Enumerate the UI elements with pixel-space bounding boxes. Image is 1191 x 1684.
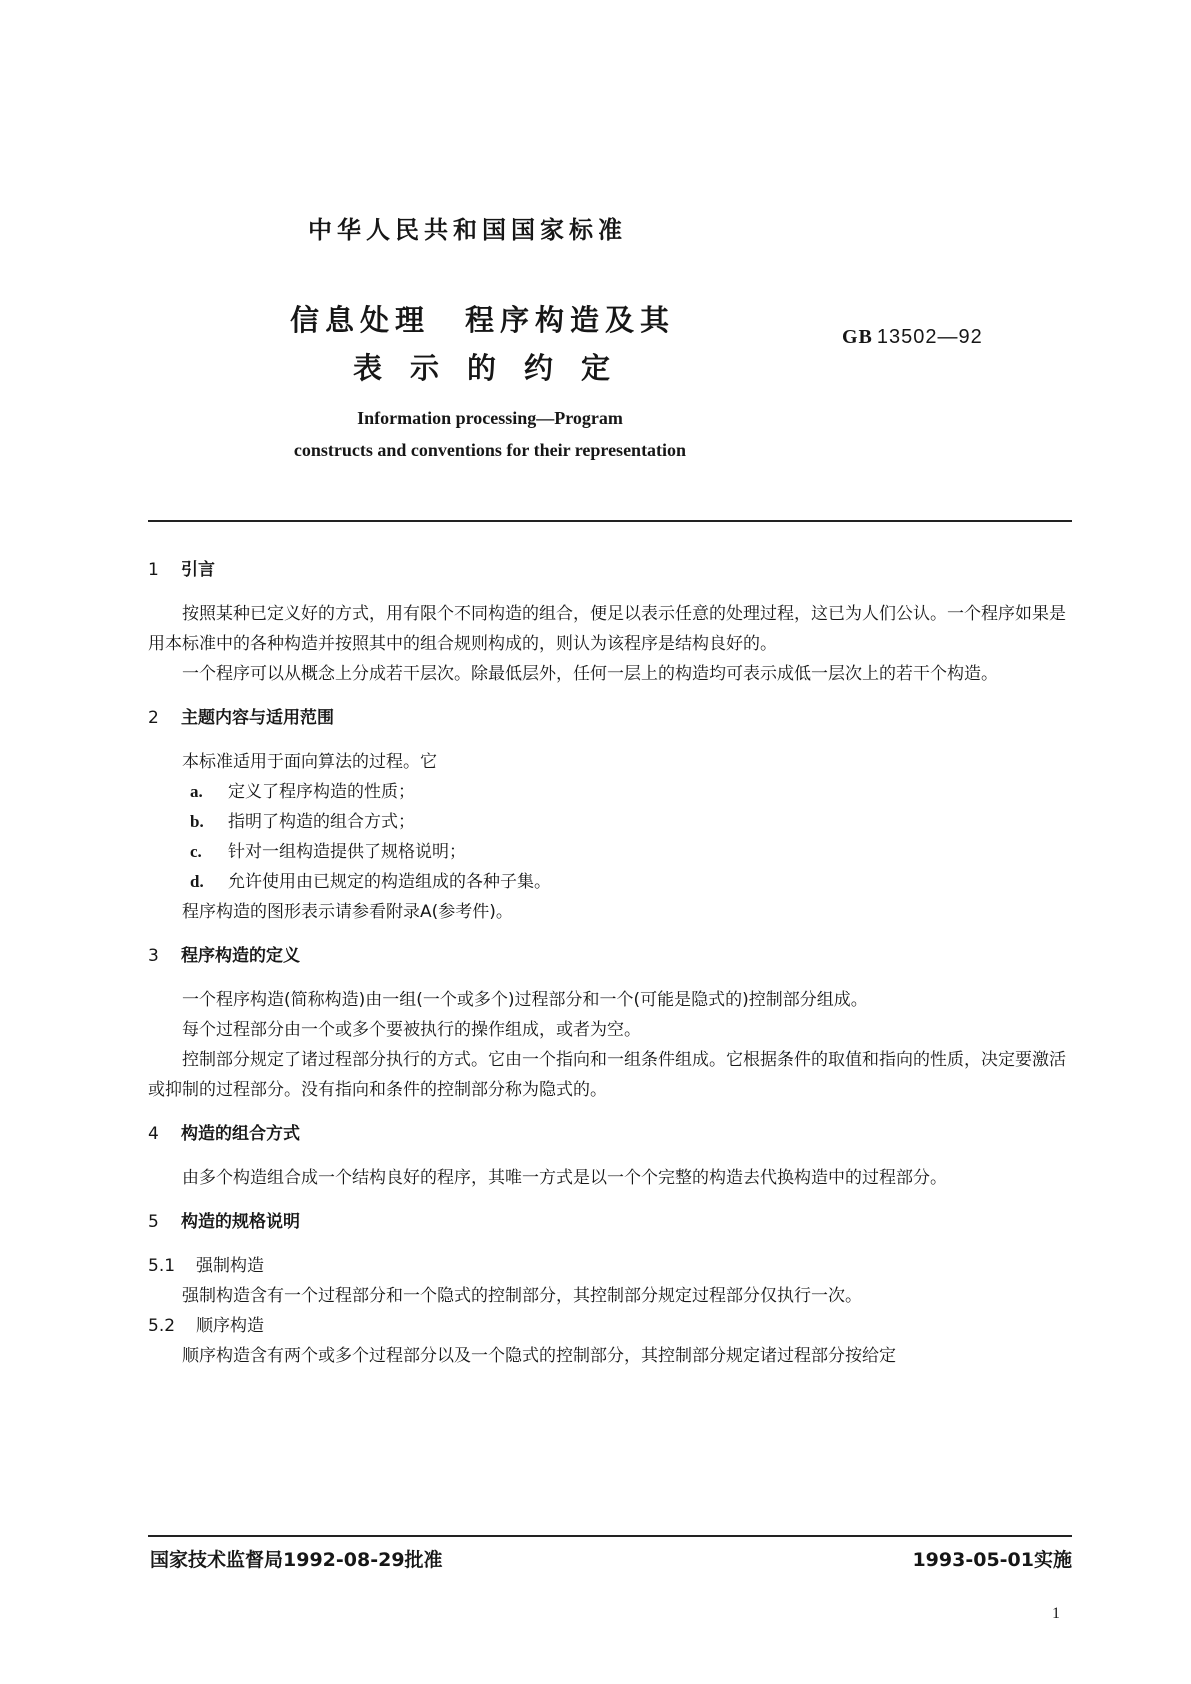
- section-number: 1: [148, 560, 159, 580]
- section-heading: [148, 1207, 1072, 1237]
- section-title: 程序构造的定义: [181, 946, 300, 966]
- subsection-title: 强制构造: [196, 1256, 264, 1276]
- list-item-label: d.: [190, 872, 204, 891]
- paragraph: 每个过程部分由一个或多个要被执行的操作组成，或者为空。: [182, 1020, 641, 1040]
- section-number: 4: [148, 1124, 159, 1144]
- footer-divider: [148, 1535, 1072, 1537]
- paragraph: 按照某种已定义好的方式，用有限个不同构造的组合，便足以表示任意的处理过程，这已为人们公认。一个程序如果是用本标准中的各种构造并按照其中的组合规则构成的，则认为该程序是结构良好的。: [148, 604, 1066, 654]
- subsection-heading: [148, 1311, 1072, 1341]
- paragraph: 一个程序构造(简称构造)由一组(一个或多个)过程部分和一个(可能是隐式的)控制部分组成。: [182, 990, 868, 1010]
- document-body: [148, 555, 1072, 1371]
- english-title-line2: constructs and conventions for their representation: [293, 440, 687, 460]
- subsection-number: 5.1: [148, 1256, 176, 1276]
- page-number: 1: [1052, 1605, 1060, 1622]
- paragraph: 由多个构造组合成一个结构良好的程序，其唯一方式是以一个个完整的构造去代换构造中的过程部分。: [182, 1168, 947, 1188]
- paragraph: 一个程序可以从概念上分成若干层次。除最低层外，任何一层上的构造均可表示成低一层次上的若干个构造。: [182, 664, 998, 684]
- paragraph: 程序构造的图形表示请参看附录A(参考件)。: [182, 902, 513, 922]
- approval-info: 国家技术监督局1992-08-29批准: [150, 1549, 443, 1571]
- list-item-text: 针对一组构造提供了规格说明；: [228, 842, 466, 862]
- list-item-text: 定义了程序构造的性质；: [228, 782, 415, 802]
- header-divider: [148, 520, 1072, 522]
- list-item-label: c.: [190, 842, 202, 861]
- list-item: [190, 807, 1072, 837]
- list-item-label: b.: [190, 812, 204, 831]
- standard-code-number: 13502—92: [876, 326, 983, 348]
- paragraph: 顺序构造含有两个或多个过程部分以及一个隐式的控制部分，其控制部分规定诸过程部分按给定: [182, 1346, 896, 1366]
- section-title: 主题内容与适用范围: [181, 708, 334, 728]
- list-item: [190, 777, 1072, 807]
- effective-date: 1993-05-01实施: [912, 1549, 1072, 1571]
- subsection-number: 5.2: [148, 1316, 176, 1336]
- national-standard-heading: 中华人民共和国国家标准: [308, 216, 627, 244]
- paragraph: 本标准适用于面向算法的过程。它: [182, 752, 437, 772]
- section-title: 构造的规格说明: [181, 1212, 300, 1232]
- list-item: [190, 837, 1072, 867]
- section-heading: [148, 941, 1072, 971]
- document-title-line1: 信息处理 程序构造及其: [290, 303, 676, 337]
- list-item-label: a.: [190, 782, 203, 801]
- list-item-text: 允许使用由已规定的构造组成的各种子集。: [228, 872, 551, 892]
- list-item-text: 指明了构造的组合方式；: [228, 812, 415, 832]
- section-heading: [148, 703, 1072, 733]
- english-title-line1: Information processing—Program: [357, 408, 623, 428]
- section-number: 2: [148, 708, 159, 728]
- section-title: 引言: [181, 560, 215, 580]
- section-heading: [148, 1119, 1072, 1149]
- standard-code-prefix: GB: [842, 326, 873, 348]
- section-title: 构造的组合方式: [181, 1124, 300, 1144]
- document-title-line2: 表示的约定: [353, 351, 639, 385]
- paragraph: 控制部分规定了诸过程部分执行的方式。它由一个指向和一组条件组成。它根据条件的取值和指向的性质，决定要激活或抑制的过程部分。没有指向和条件的控制部分称为隐式的。: [148, 1050, 1066, 1100]
- section-heading: [148, 555, 1072, 585]
- section-number: 3: [148, 946, 159, 966]
- subsection-title: 顺序构造: [196, 1316, 264, 1336]
- section-number: 5: [148, 1212, 159, 1232]
- standard-code: [842, 326, 983, 349]
- subsection-heading: [148, 1251, 1072, 1281]
- list-item: [190, 867, 1072, 897]
- paragraph: 强制构造含有一个过程部分和一个隐式的控制部分，其控制部分规定过程部分仅执行一次。: [182, 1286, 862, 1306]
